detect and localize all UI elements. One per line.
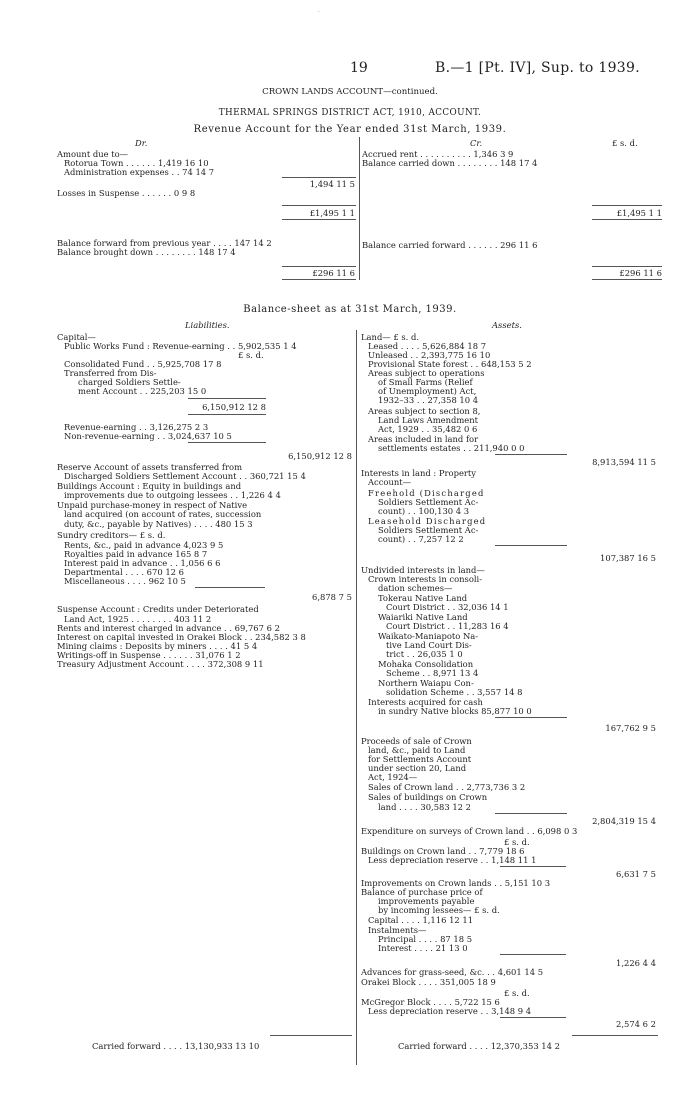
asset-line: Court District . . 11,283 16 4 bbox=[386, 621, 509, 631]
liability-line: Departmental . . . . 670 12 6 bbox=[64, 567, 184, 577]
rule bbox=[500, 1017, 566, 1018]
asset-line: Soldiers Settlement Ac- bbox=[378, 497, 479, 507]
asset-line: Improvements on Crown lands . . 5,151 10 3 bbox=[361, 878, 551, 888]
asset-amount: 1,226 4 4 bbox=[616, 958, 656, 968]
revenue-line: Amount due to— bbox=[57, 149, 129, 159]
asset-line: Buildings on Crown land . . 7,779 18 6 bbox=[361, 846, 525, 856]
liability-line: Suspense Account : Credits under Deteriorated bbox=[57, 604, 259, 614]
asset-line: Leased . . . . 5,626,884 18 7 bbox=[368, 341, 487, 351]
currency-head: £ s. d. bbox=[612, 138, 638, 148]
asset-line: Balance of purchase price of bbox=[361, 887, 483, 897]
asset-line: £ s. d. bbox=[504, 837, 530, 847]
liability-line: duty, &c., payable by Natives) . . . . 480 15 3 bbox=[64, 519, 253, 529]
asset-line: Northern Waiapu Con- bbox=[378, 678, 474, 688]
assets-carried-forward: Carried forward . . . . 12,370,353 14 2 bbox=[398, 1041, 560, 1051]
liability-line: Rents, &c., paid in advance 4,023 9 5 bbox=[64, 540, 224, 550]
asset-line: solidation Scheme . . 3,557 14 8 bbox=[386, 687, 523, 697]
asset-line: Principal . . . . 87 18 5 bbox=[378, 934, 473, 944]
asset-line: Proceeds of sale of Crown bbox=[361, 736, 472, 746]
asset-line: Court District . . 32,036 14 1 bbox=[386, 602, 509, 612]
revenue-line: Balance carried forward . . . . . . 296 11 6 bbox=[362, 240, 538, 250]
asset-line: Soldiers Settlement Ac- bbox=[378, 525, 479, 535]
page-number: 19 bbox=[350, 60, 368, 76]
liability-subtotal: 6,150,912 12 8 bbox=[202, 402, 266, 412]
liability-line: Miscellaneous . . . . 962 10 5 bbox=[64, 576, 186, 586]
rule bbox=[282, 205, 356, 206]
revenue-total: £296 11 6 bbox=[312, 268, 355, 278]
rule bbox=[495, 454, 567, 455]
rule bbox=[495, 545, 567, 546]
revenue-divider bbox=[359, 137, 360, 280]
asset-line: improvements payable bbox=[378, 896, 475, 906]
asset-amount: 2,804,319 15 4 bbox=[592, 816, 656, 826]
asset-line: Areas subject to operations bbox=[368, 368, 485, 378]
liability-line: Mining claims : Deposits by miners . . . . 41 5 4 bbox=[57, 641, 258, 651]
rule bbox=[188, 442, 266, 443]
asset-line: Crown interests in consoli- bbox=[368, 574, 483, 584]
asset-line: Interests acquired for cash bbox=[368, 697, 483, 707]
asset-line: Areas included in land for bbox=[368, 434, 479, 444]
asset-line: tive Land Court Dis- bbox=[386, 640, 472, 650]
rule bbox=[495, 813, 567, 814]
asset-line: Waiariki Native Land bbox=[378, 612, 468, 622]
asset-line: Mohaka Consolidation bbox=[378, 659, 474, 669]
asset-amount: 107,387 16 5 bbox=[600, 553, 656, 563]
section-heading: CROWN LANDS ACCOUNT—continued. bbox=[262, 87, 438, 97]
asset-line: Areas subject to section 8, bbox=[368, 406, 481, 416]
rule bbox=[188, 398, 266, 399]
revenue-line: Losses in Suspense . . . . . . 0 9 8 bbox=[57, 188, 196, 198]
liability-line: Interest on capital invested in Orakei Block . . 234,582 3 8 bbox=[57, 632, 306, 642]
asset-line: settlements estates . . 211,940 0 0 bbox=[378, 443, 525, 453]
rule bbox=[500, 954, 566, 955]
liability-line: Sundry creditors— £ s. d. bbox=[57, 530, 166, 540]
asset-amount: 8,913,594 11 5 bbox=[592, 457, 656, 467]
asset-line: trict . . 26,035 1 0 bbox=[386, 649, 463, 659]
debit-label: Dr. bbox=[135, 138, 148, 148]
asset-line: Leasehold Discharged bbox=[368, 516, 487, 526]
asset-line: Undivided interests in land— bbox=[361, 565, 485, 575]
revenue-line: Balance carried down . . . . . . . . 148 17 4 bbox=[362, 158, 538, 168]
rule bbox=[270, 1035, 352, 1036]
revenue-line: Administration expenses . . 74 14 7 bbox=[64, 167, 215, 177]
liability-line: Discharged Soldiers Settlement Account . . 360,721 15 4 bbox=[64, 471, 306, 481]
rule bbox=[282, 279, 356, 280]
asset-line: count) . . 7,257 12 2 bbox=[378, 534, 464, 544]
rule bbox=[572, 1035, 658, 1036]
liability-line: Royalties paid in advance 165 8 7 bbox=[64, 549, 208, 559]
asset-line: Less depreciation reserve . . 1,148 11 1 bbox=[368, 855, 537, 865]
asset-line: Interests in land : Property bbox=[361, 468, 477, 478]
asset-line: in sundry Native blocks 85,877 10 0 bbox=[378, 706, 532, 716]
liability-amount: 6,150,912 12 8 bbox=[288, 451, 352, 461]
asset-line: Sales of Crown land . . 2,773,736 3 2 bbox=[368, 782, 526, 792]
asset-line: Freehold (Discharged bbox=[368, 488, 485, 498]
asset-line: 1932–33 . . 27,358 10 4 bbox=[378, 395, 479, 405]
liability-line: Capital— bbox=[57, 332, 96, 342]
rule bbox=[592, 279, 662, 280]
asset-line: Tokerau Native Land bbox=[378, 593, 468, 603]
asset-line: Account— bbox=[368, 477, 411, 487]
liability-line: Buildings Account : Equity in buildings and bbox=[57, 481, 242, 491]
revenue-total: £1,495 1 1 bbox=[309, 208, 355, 218]
asset-line: Waikato-Maniapoto Na- bbox=[378, 631, 479, 641]
asset-line: for Settlements Account bbox=[368, 754, 472, 764]
rule bbox=[282, 219, 356, 220]
asset-line: Orakei Block . . . . 351,005 18 9 bbox=[361, 977, 496, 987]
page-mark: · bbox=[318, 9, 320, 16]
rule bbox=[592, 205, 662, 206]
asset-line: Expenditure on surveys of Crown land . . 6,098 0 3 bbox=[361, 826, 578, 836]
revenue-account-title: Revenue Account for the Year ended 31st March, 1939. bbox=[193, 124, 507, 135]
asset-line: Act, 1929 . . 35,482 0 6 bbox=[378, 424, 478, 434]
asset-line: count) . . 100,130 4 3 bbox=[378, 506, 470, 516]
rule bbox=[495, 717, 567, 718]
document-reference: B.—1 [Pt. IV], Sup. to 1939. bbox=[435, 60, 640, 76]
liability-line: Rents and interest charged in advance . . 69,767 6 2 bbox=[57, 623, 280, 633]
rule bbox=[282, 177, 356, 178]
liabilities-carried-forward: Carried forward . . . . 13,130,933 13 10 bbox=[92, 1041, 260, 1051]
asset-amount: 167,762 9 5 bbox=[605, 723, 656, 733]
asset-line: under section 20, Land bbox=[368, 763, 467, 773]
liability-line: Public Works Fund : Revenue-earning . . 5,902,535 1 4 bbox=[64, 341, 297, 351]
revenue-line: Balance forward from previous year . . . . 147 14 2 bbox=[57, 238, 272, 248]
asset-line: Act, 1924— bbox=[368, 772, 418, 782]
revenue-total: £1,495 1 1 bbox=[616, 208, 662, 218]
asset-line: Capital . . . . 1,116 12 11 bbox=[368, 915, 474, 925]
act-heading: THERMAL SPRINGS DISTRICT ACT, 1910, ACCOUNT. bbox=[218, 108, 482, 118]
asset-line: Interest . . . . 21 13 0 bbox=[378, 943, 468, 953]
revenue-line: Accrued rent . . . . . . . . . . 1,346 3 9 bbox=[362, 149, 514, 159]
rule bbox=[195, 587, 265, 588]
liability-line: Treasury Adjustment Account . . . . 372,308 9 11 bbox=[57, 659, 264, 669]
liability-line: Non-revenue-earning . . 3,024,637 10 5 bbox=[64, 431, 232, 441]
liability-line: Revenue-earning . . 3,126,275 2 3 bbox=[64, 422, 209, 432]
asset-line: Provisional State forest . . 648,153 5 2 bbox=[368, 359, 532, 369]
asset-line: Instalments— bbox=[368, 925, 427, 935]
asset-line: Unleased . . 2,393,775 16 10 bbox=[368, 350, 491, 360]
asset-line: Advances for grass-seed, &c. . . 4,601 14 5 bbox=[361, 967, 544, 977]
liability-line: Land Act, 1925 . . . . . . . . 403 11 2 bbox=[64, 614, 212, 624]
asset-line: of Small Farms (Relief bbox=[378, 377, 473, 387]
asset-amount: 2,574 6 2 bbox=[616, 1019, 656, 1029]
liability-line: Consolidated Fund . . 5,925,708 17 8 bbox=[64, 359, 222, 369]
assets-head: Assets. bbox=[492, 320, 522, 330]
revenue-line: Rotorua Town . . . . . . 1,419 16 10 bbox=[64, 158, 209, 168]
asset-line: dation schemes— bbox=[378, 583, 453, 593]
rule bbox=[188, 414, 266, 415]
balance-divider bbox=[356, 330, 357, 1065]
asset-line: Scheme . . 8,971 13 4 bbox=[386, 668, 479, 678]
asset-line: McGregor Block . . . . 5,722 15 6 bbox=[361, 997, 500, 1007]
liability-line: Transferred from Dis- bbox=[64, 368, 157, 378]
liability-line: improvements due to outgoing lessees . . 1,226 4 4 bbox=[64, 490, 281, 500]
asset-line: of Unemployment) Act, bbox=[378, 386, 477, 396]
asset-line: land . . . . 30,583 12 2 bbox=[378, 802, 472, 812]
asset-line: Land— £ s. d. bbox=[361, 332, 419, 342]
liability-line: land acquired (on account of rates, succession bbox=[64, 509, 262, 519]
rule bbox=[592, 219, 662, 220]
liability-line: Interest paid in advance . . 1,056 6 6 bbox=[64, 558, 221, 568]
asset-line: Land Laws Amendment bbox=[378, 415, 479, 425]
liability-amount: 6,878 7 5 bbox=[312, 592, 352, 602]
asset-line: Sales of buildings on Crown bbox=[368, 792, 488, 802]
revenue-line: Balance brought down . . . . . . . . 148 17 4 bbox=[57, 247, 236, 257]
asset-line: Less depreciation reserve . . 3,148 9 4 bbox=[368, 1006, 532, 1016]
liability-line: Writings-off in Suspense . . . . . . 31,076 1 2 bbox=[57, 650, 241, 660]
asset-amount: 6,631 7 5 bbox=[616, 869, 656, 879]
revenue-total: £296 11 6 bbox=[619, 268, 662, 278]
liability-line: Reserve Account of assets transferred from bbox=[57, 462, 243, 472]
balance-sheet-title: Balance-sheet as at 31st March, 1939. bbox=[243, 304, 457, 315]
rule bbox=[282, 266, 356, 267]
liabilities-head: Liabilities. bbox=[185, 320, 230, 330]
revenue-line: 1,494 11 5 bbox=[309, 179, 355, 189]
liability-line: ment Account . . 225,203 15 0 bbox=[78, 386, 207, 396]
asset-line: £ s. d. bbox=[504, 988, 530, 998]
liability-line: £ s. d. bbox=[238, 350, 264, 360]
credit-label: Cr. bbox=[470, 138, 483, 148]
asset-line: land, &c., paid to Land bbox=[368, 745, 466, 755]
asset-line: by incoming lessees— £ s. d. bbox=[378, 905, 500, 915]
rule bbox=[500, 866, 566, 867]
liability-line: Unpaid purchase-money in respect of Native bbox=[57, 500, 248, 510]
liability-line: charged Soldiers Settle- bbox=[78, 377, 181, 387]
rule bbox=[592, 266, 662, 267]
